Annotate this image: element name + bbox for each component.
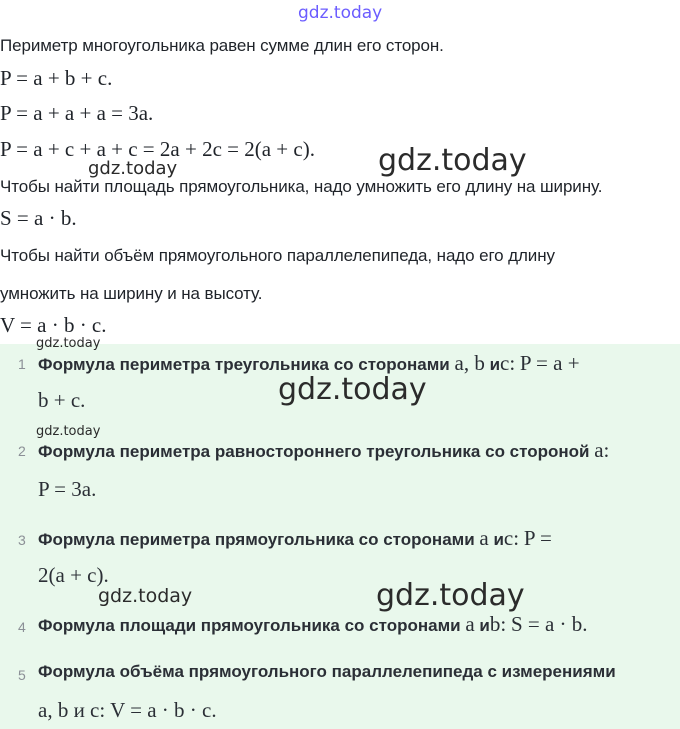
answer-number: 3 — [18, 532, 26, 548]
answer-2-line1: Формула периметра равностороннего треугольника со стороной a: — [38, 438, 610, 462]
formula-triangle-perimeter: P = a + b + c. — [0, 66, 113, 90]
watermark-5: gdz.today — [36, 424, 101, 439]
answer-4-line1: Формула площади прямоугольника со сторонами a иb: S = a · b. — [38, 612, 588, 636]
answer-number: 4 — [18, 619, 26, 635]
volume-text-line2: умножить на ширину и на высоту. — [0, 284, 263, 303]
answer-1-line1: Формула периметра треугольника со сторонами a, b иc: P = a + — [38, 351, 580, 375]
volume-text-line1: Чтобы найти объём прямоугольного параллелепипеда, надо его длину — [0, 246, 555, 265]
formula-volume: V = a · b · c. — [0, 313, 107, 337]
watermark-6: gdz.today — [98, 585, 193, 607]
watermark-2: gdz.today — [378, 143, 527, 178]
answer-number: 1 — [18, 356, 26, 372]
answer-5-line1: Формула объёма прямоугольного параллелепипеда с измерениями — [38, 662, 616, 681]
formula-rectangle-perimeter: P = a + c + a + c = 2a + 2c = 2(a + c). — [0, 137, 315, 161]
formula-area: S = a · b. — [0, 206, 77, 230]
formula-equilateral-perimeter: P = a + a + a = 3a. — [0, 101, 154, 125]
watermark-1: gdz.today — [88, 158, 178, 179]
answer-3-line1: Формула периметра прямоугольника со сторонами a иc: P = — [38, 526, 552, 550]
area-text: Чтобы найти площадь прямоугольника, надо умножить его длину на ширину. — [0, 177, 603, 196]
answer-number: 2 — [18, 443, 26, 459]
watermark-4: gdz.today — [278, 372, 427, 407]
answer-5-line2: a, b и c: V = a · b · c. — [38, 698, 217, 722]
answer-3-line2: 2(a + c). — [38, 563, 109, 587]
answer-1-line2: b + c. — [38, 388, 86, 412]
intro-text: Периметр многоугольника равен сумме длин его сторон. — [0, 36, 444, 55]
watermark-7: gdz.today — [376, 578, 525, 613]
watermark-top: gdz.today — [298, 3, 383, 23]
answer-2-line2: P = 3a. — [38, 477, 97, 501]
answer-number: 5 — [18, 667, 26, 683]
watermark-3: gdz.today — [36, 336, 101, 351]
